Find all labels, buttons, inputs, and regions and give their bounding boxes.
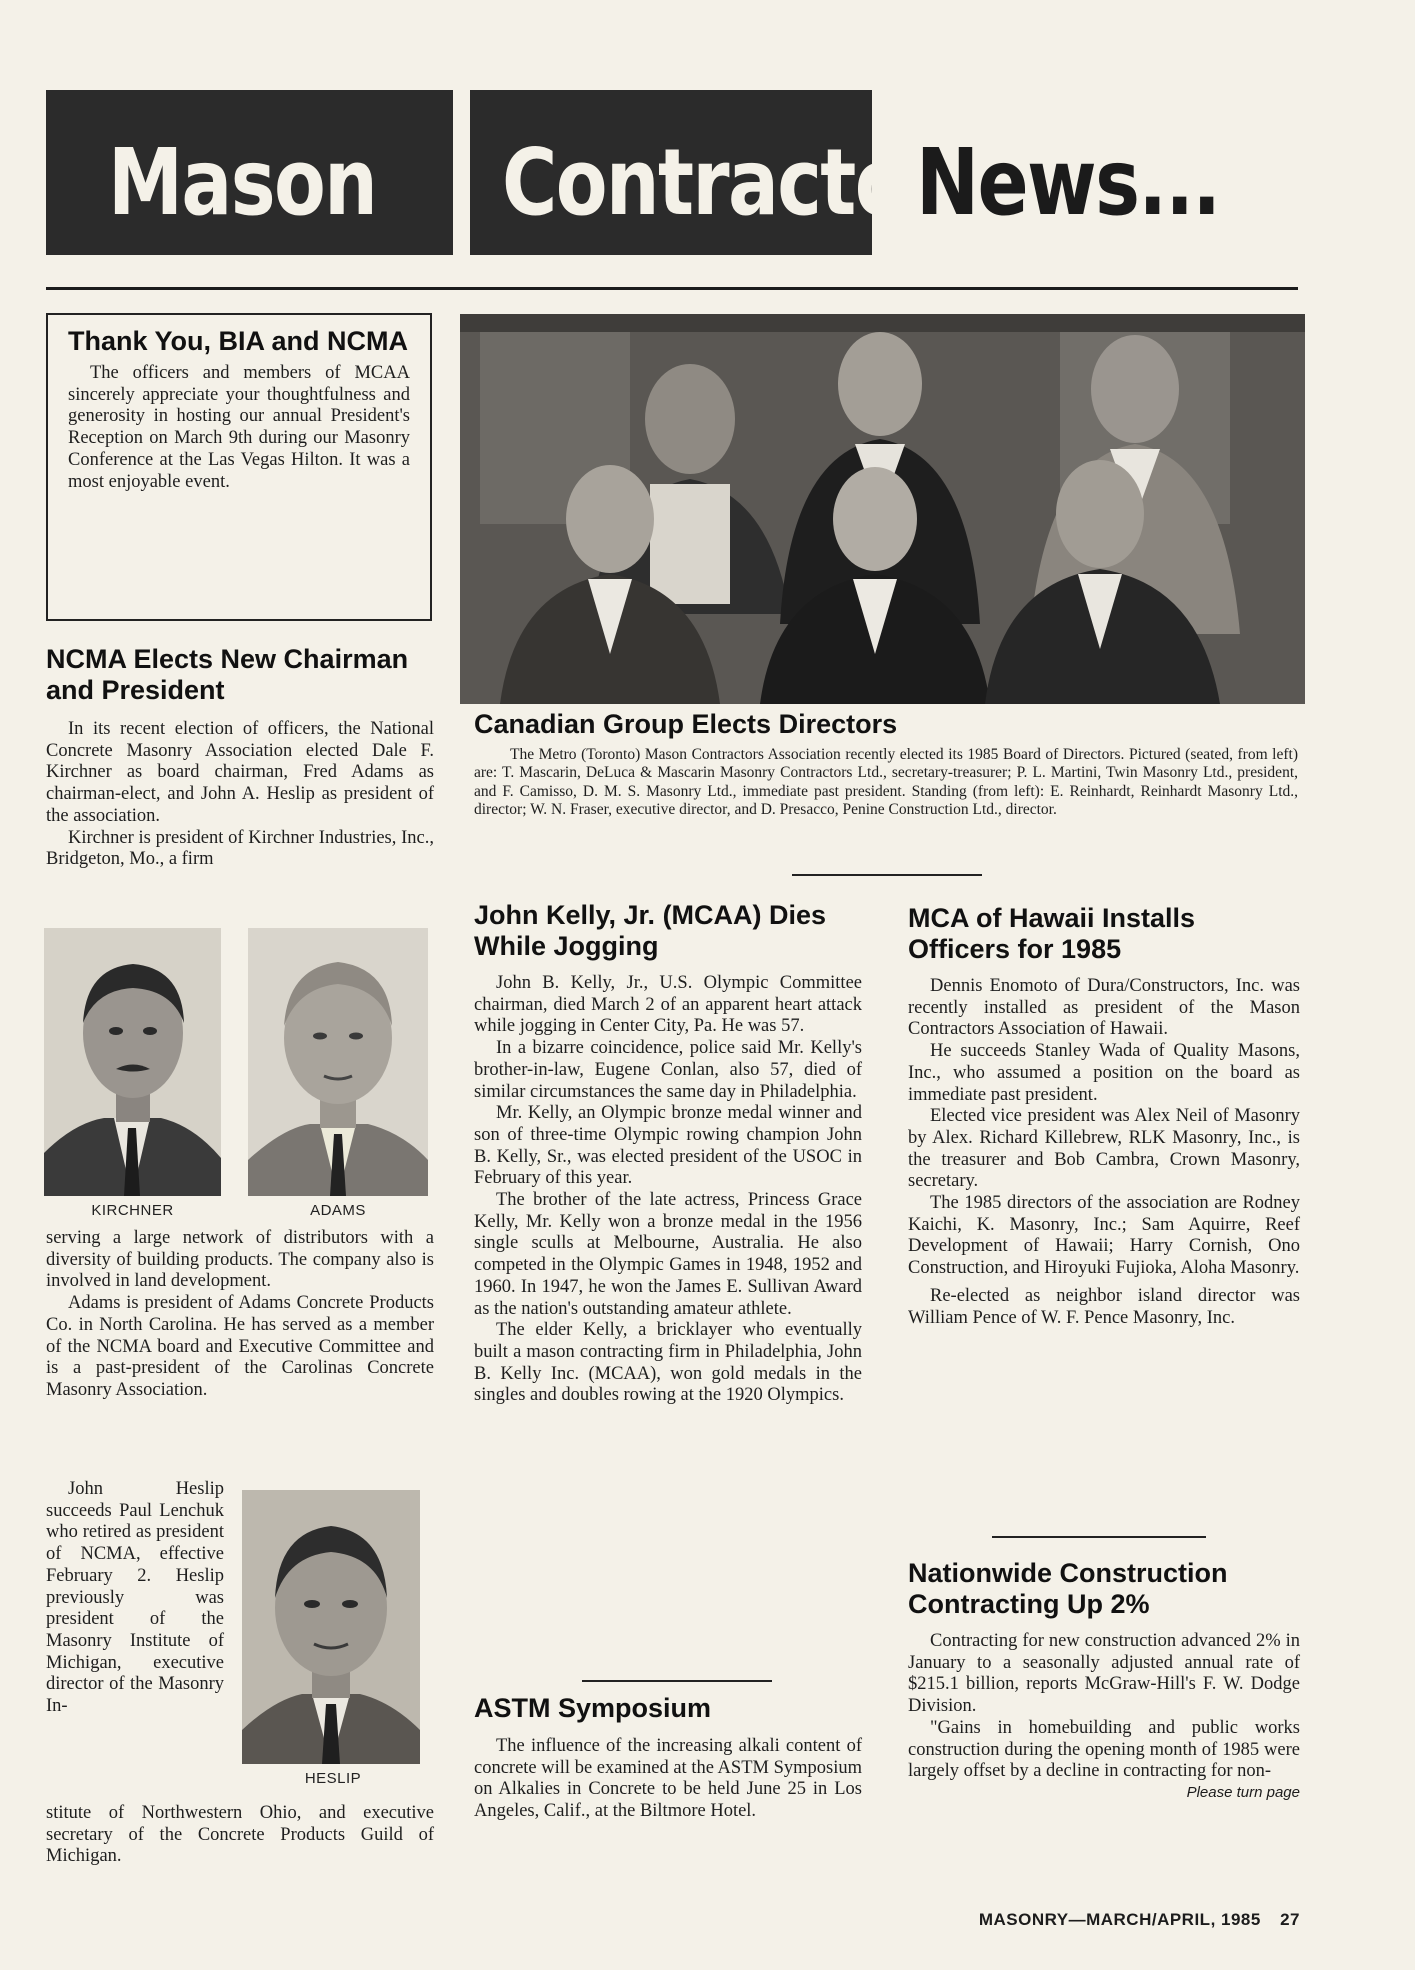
masthead-word-news: News... <box>916 129 1220 236</box>
nationwide-article <box>908 1558 1300 1801</box>
hawaii-para-1: Dennis Enomoto of Dura/Constructors, Inc. was recently installed as president of the Mason Contractors Association of Hawaii. <box>908 976 1300 1040</box>
footer-page-number: 27 <box>1280 1910 1300 1929</box>
canadian-body: The Metro (Toronto) Mason Contractors Association recently elected its 1985 Board of Directors. Pictured (seated, from left) are: T. Mascarin, DeLuca & Mascarin Masonry Contractors Ltd., secretary-treasurer; P. L. Martini, Twin Masonry Ltd., president, and F. Camisso, D. M. S. Masonry Ltd., immediate past president. Standing (from left): E. Reinhardt, Reinhardt Masonry Ltd., director; W. N. Fraser, executive director, and D. Presacco, Penine Construction Ltd., director. <box>474 746 1298 818</box>
ncma-article-middle <box>46 1228 434 1402</box>
kirchner-photo <box>44 928 221 1196</box>
adams-photo <box>248 928 428 1196</box>
kirchner-caption: KIRCHNER <box>91 1202 174 1219</box>
ncma-article-top <box>46 644 434 871</box>
ncma-para-4: Adams is president of Adams Concrete Products Co. in North Carolina. He has served as a member of the NCMA board and Executive Committee and is a past-president of the Carolinas Concrete Masonry Association. <box>46 1293 434 1400</box>
thank-you-box <box>46 313 432 621</box>
astm-body: The influence of the increasing alkali content of concrete will be examined at the ASTM Symposium on Alkalies in Concrete to be held June 25 in Los Angeles, Calif., at the Biltmore Hotel. <box>474 1736 862 1822</box>
heslip-photo <box>242 1490 420 1764</box>
hawaii-article <box>908 903 1300 1329</box>
kelly-para-3: Mr. Kelly, an Olympic bronze medal winner and son of three-time Olympic rowing champion John B. Kelly, Sr., was elected president of the USOC in February of this year. <box>474 1103 862 1189</box>
canadian-caption <box>474 709 1298 819</box>
masthead-word-mason: Mason <box>108 129 377 236</box>
kelly-para-1: John B. Kelly, Jr., U.S. Olympic Committee chairman, died March 2 of an apparent heart attack while jogging in Center City, Pa. He was 57. <box>474 973 862 1037</box>
kelly-article <box>474 900 862 1407</box>
divider-rule <box>992 1536 1206 1538</box>
thank-you-headline: Thank You, BIA and NCMA <box>68 326 409 356</box>
canadian-headline: Canadian Group Elects Directors <box>474 709 898 739</box>
hawaii-para-5: Re-elected as neighbor island director was William Pence of W. F. Pence Masonry, Inc. <box>908 1285 1300 1328</box>
hawaii-para-4: The 1985 directors of the association are Rodney Kaichi, K. Masonry, Inc.; Sam Aquirre, Reef Development of Hawaii; Harry Cornish, Ono Construction, and Hiroyuki Fujioka, Aloha Masonry. <box>908 1193 1300 1279</box>
kelly-headline: John Kelly, Jr. (MCAA) Dies While Jogging <box>474 900 827 961</box>
divider-rule <box>582 1680 772 1682</box>
hawaii-para-3: Elected vice president was Alex Neil of Masonry by Alex. Richard Killebrew, RLK Masonry, Inc., is the treasurer and Bob Cambra, Crown Masonry, secretary. <box>908 1106 1300 1192</box>
astm-headline: ASTM Symposium <box>474 1693 712 1723</box>
hawaii-para-2: He succeeds Stanley Wada of Quality Masons, Inc., who assumed a position on the board as immediate past president. <box>908 1041 1300 1105</box>
ncma-para-2: Kirchner is president of Kirchner Industries, Inc., Bridgeton, Mo., a firm <box>46 827 434 870</box>
ncma-para-5: John Heslip succeeds Paul Lenchuk who retired as president of NCMA, effective February 2. Heslip previously was president of the Masonry Institute of Michigan, executive director of the Masonry In- <box>46 1479 224 1717</box>
footer-publication: MASONRY—MARCH/APRIL, 1985 <box>978 1910 1261 1929</box>
ncma-para-3: serving a large network of distributors with a diversity of building products. The company also is involved in land development. <box>46 1228 434 1292</box>
hawaii-headline: MCA of Hawaii Installs Officers for 1985 <box>908 903 1196 964</box>
thank-you-body: The officers and members of MCAA sincerely appreciate your thoughtfulness and generosity in hosting our annual President's Reception on March 9th during our Masonry Conference at the Las Vegas Hilton. It was a most enjoyable event. <box>68 363 410 492</box>
turn-page-note: Please turn page <box>1186 1783 1300 1801</box>
divider-rule <box>792 874 982 876</box>
heslip-caption: HESLIP <box>304 1770 362 1787</box>
astm-article <box>474 1693 862 1823</box>
kelly-para-5: The elder Kelly, a bricklayer who eventually built a mason contracting firm in Philadelphia, John B. Kelly Inc. (MCAA), won gold medals in the singles and doubles rowing at the 1920 Olympics. <box>474 1320 862 1406</box>
kelly-para-2: In a bizarre coincidence, police said Mr. Kelly's brother-in-law, Eugene Conlan, also 57, died of similar circumstances the same day in Philadelphia. <box>474 1038 862 1102</box>
nationwide-para-1: Contracting for new construction advanced 2% in January to a seasonally adjusted annual rate of $215.1 billion, reports McGraw-Hill's F. W. Dodge Division. <box>908 1631 1300 1717</box>
nationwide-headline: Nationwide Construction Contracting Up 2% <box>908 1558 1228 1619</box>
ncma-para-6: stitute of Northwestern Ohio, and executive secretary of the Concrete Products Guild of Michigan. <box>46 1803 434 1867</box>
kelly-para-4: The brother of the late actress, Princess Grace Kelly, Mr. Kelly won a bronze medal in the 1956 single sculls at Melbourne, Australia. He also competed in the Olympic Games in 1948, 1952 and 1960. In 1947, he won the James E. Sullivan Award as the nation's outstanding amateur athlete. <box>474 1190 862 1319</box>
nationwide-para-2: "Gains in homebuilding and public works construction during the opening month of 1985 were largely offset by a decline in contracting for non- <box>908 1717 1300 1782</box>
ncma-headline: NCMA Elects New Chairman and President <box>46 644 409 705</box>
ncma-para-1: In its recent election of officers, the National Concrete Masonry Association elected Dale F. Kirchner as board chairman, Fred Adams as chairman-elect, and John A. Heslip as president of the association. <box>46 719 434 826</box>
masthead-word-contractor: Contractor <box>502 129 941 236</box>
adams-caption: ADAMS <box>310 1202 366 1219</box>
page-footer <box>979 1910 1300 1930</box>
canadian-group-photo <box>460 314 1305 704</box>
masthead-rule <box>46 287 1298 290</box>
